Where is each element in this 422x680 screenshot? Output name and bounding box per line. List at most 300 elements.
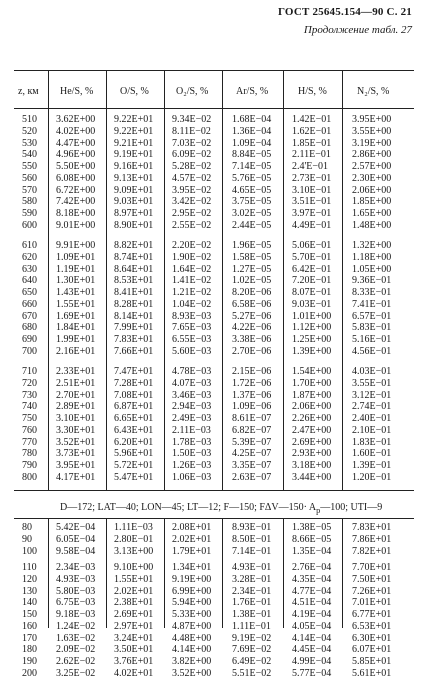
n2-cell: 5.16E−01 (352, 334, 392, 345)
o-cell: 8.90E+01 (114, 219, 154, 231)
he-cell: 5.50E+00 (56, 161, 96, 172)
h-cell: 4.19E−04 (292, 609, 332, 620)
ar-cell: 7.14E−01 (232, 545, 272, 557)
o2-cell: 2.02E+01 (172, 533, 212, 545)
table-row (0, 437, 422, 449)
o2-cell: 1.21E−02 (172, 287, 212, 298)
ar-cell: 1.09E−06 (232, 401, 272, 413)
o-cell: 2.38E+01 (114, 597, 154, 609)
conditions-tail: —100; UTI—9 (320, 502, 383, 513)
ar-cell: 8.50E−01 (232, 533, 272, 545)
o-cell: 9.10E+00 (114, 562, 154, 573)
he-cell: 1.09E+01 (56, 251, 96, 263)
he-cell: 7.42E+00 (56, 196, 96, 208)
table-row (0, 472, 422, 484)
n2-cell: 2.10E−01 (352, 424, 392, 436)
altitude-cell: 770 (22, 436, 37, 448)
n2-cell: 1.85E+00 (352, 196, 392, 208)
n2-cell: 7.83E+01 (352, 522, 392, 533)
table-row (0, 299, 422, 311)
ar-cell: 3.75E−05 (232, 196, 272, 208)
o-cell: 9.22E+01 (114, 114, 154, 125)
altitude-cell: 670 (22, 310, 37, 322)
o2-cell: 4.48E+00 (172, 632, 212, 644)
o2-cell: 7.03E−02 (172, 137, 212, 149)
n2-cell: 6.30E+01 (352, 632, 392, 644)
altitude-cell: 740 (22, 401, 37, 413)
o-cell: 8.64E+01 (114, 263, 154, 275)
altitude-cell: 130 (22, 585, 37, 597)
table-row (0, 275, 422, 287)
n2-cell: 1.39E−01 (352, 460, 392, 471)
ar-cell: 1.38E−01 (232, 609, 272, 620)
he-cell: 4.17E+01 (56, 471, 96, 483)
ar-cell: 8.93E−01 (232, 522, 272, 533)
conditions-line (60, 502, 382, 515)
o2-cell: 5.28E−02 (172, 161, 212, 172)
table-continuation-label: Продолжение табл. 27 (303, 24, 412, 36)
altitude-cell: 620 (22, 251, 37, 263)
table-row (0, 149, 422, 161)
o2-cell: 6.99E+00 (172, 585, 212, 597)
o2-cell: 1.26E−03 (172, 460, 212, 471)
n2-cell: 3.19E+00 (352, 137, 392, 149)
ar-cell: 1.68E−04 (232, 114, 272, 125)
altitude-cell: 180 (22, 644, 37, 656)
table-row (0, 644, 422, 656)
o-cell: 3.24E+01 (114, 632, 154, 644)
o2-cell: 8.93E−03 (172, 310, 212, 322)
he-cell: 4.02E+00 (56, 125, 96, 137)
n2-cell: 7.70E+01 (352, 562, 392, 573)
ar-cell: 5.39E−07 (232, 436, 272, 448)
ar-cell: 1.37E−06 (232, 389, 272, 401)
ar-cell: 2.44E−05 (232, 219, 272, 231)
he-cell: 2.62E−02 (56, 656, 96, 667)
ar-cell: 4.65E−05 (232, 184, 272, 196)
he-cell: 3.62E+00 (56, 114, 96, 125)
n2-cell: 7.01E+01 (352, 597, 392, 609)
altitude-cell: 760 (22, 424, 37, 436)
n2-cell: 6.53E+01 (352, 620, 392, 632)
o-cell: 8.41E+01 (114, 287, 154, 298)
h-cell: 3.44E+00 (292, 471, 332, 483)
h-cell: 9.03E−01 (292, 298, 332, 310)
o2-cell: 3.42E−02 (172, 196, 212, 208)
n2-cell: 2.30E+00 (352, 172, 392, 184)
n2-cell: 7.41E−01 (352, 298, 392, 310)
table-row (0, 126, 422, 138)
o-cell: 8.82E+01 (114, 240, 154, 251)
table-block-5 (0, 562, 422, 680)
h-cell: 4.35E−04 (292, 573, 332, 585)
altitude-cell: 660 (22, 298, 37, 310)
he-cell: 9.01E+00 (56, 219, 96, 231)
o-cell: 9.22E+01 (114, 125, 154, 137)
o-cell: 8.74E+01 (114, 251, 154, 263)
o2-cell: 1.90E−02 (172, 251, 212, 263)
he-cell: 1.24E−02 (56, 620, 96, 632)
altitude-cell: 680 (22, 322, 37, 334)
altitude-cell: 80 (22, 522, 32, 533)
o2-cell: 3.46E−03 (172, 389, 212, 401)
ar-cell: 1.11E−01 (232, 620, 271, 632)
he-cell: 2.70E+01 (56, 389, 96, 401)
o-cell: 8.28E+01 (114, 298, 154, 310)
he-cell: 2.89E+01 (56, 401, 96, 413)
table-top-rule (14, 70, 414, 71)
ar-cell: 1.72E−06 (232, 377, 272, 389)
conditions-text: D—172; LAT—40; LON—45; LT—12; F—150; FΔV—150· A (60, 502, 317, 513)
he-cell: 1.69E+01 (56, 310, 96, 322)
altitude-cell: 560 (22, 172, 37, 184)
h-cell: 2.11E−01 (292, 149, 331, 161)
o2-cell: 4.07E−03 (172, 377, 212, 389)
o2-cell: 1.78E−03 (172, 436, 212, 448)
h-cell: 8.66E−05 (292, 533, 332, 545)
ar-cell: 1.96E−05 (232, 240, 272, 251)
o2-cell: 1.79E+01 (172, 545, 212, 557)
o2-cell: 3.52E+00 (172, 667, 212, 679)
he-cell: 2.51E+01 (56, 377, 96, 389)
table-row (0, 668, 422, 680)
h-cell: 7.20E−01 (292, 275, 332, 287)
he-cell: 3.73E+01 (56, 448, 96, 460)
table-row (0, 138, 422, 150)
table-row (0, 413, 422, 425)
o-cell: 9.13E+01 (114, 172, 154, 184)
o2-cell: 6.55E−03 (172, 334, 212, 345)
n2-cell: 2.74E−01 (352, 401, 392, 413)
h-cell: 4.14E−04 (292, 632, 332, 644)
table-row (0, 562, 422, 574)
o-cell: 7.47E+01 (114, 366, 154, 377)
table-row (0, 346, 422, 358)
o2-cell: 3.82E+00 (172, 656, 212, 667)
h-cell: 1.54E+00 (292, 366, 332, 377)
n2-cell: 2.40E−01 (352, 413, 392, 424)
he-cell: 8.18E+00 (56, 208, 96, 219)
n2-cell: 1.65E+00 (352, 208, 392, 219)
altitude-cell: 160 (22, 620, 37, 632)
table-row (0, 287, 422, 299)
altitude-cell: 110 (22, 562, 37, 573)
ar-cell: 3.35E−07 (232, 460, 272, 471)
o2-cell: 7.65E−03 (172, 322, 212, 334)
table-row (0, 633, 422, 645)
o2-cell: 9.19E+00 (172, 573, 212, 585)
altitude-cell: 550 (22, 161, 37, 172)
n2-cell: 1.05E+00 (352, 263, 392, 275)
altitude-cell: 570 (22, 184, 37, 196)
table-row (0, 208, 422, 220)
h-cell: 3.97E−01 (292, 208, 332, 219)
he-cell: 3.30E+01 (56, 424, 96, 436)
table-block-2 (0, 240, 422, 358)
h-cell: 4.45E−04 (292, 644, 332, 656)
table-row (0, 378, 422, 390)
h-cell: 8.07E−01 (292, 287, 332, 298)
o-cell: 6.20E+01 (114, 436, 154, 448)
ar-cell: 3.28E−01 (232, 573, 272, 585)
altitude-cell: 600 (22, 219, 37, 231)
ar-cell: 1.36E−04 (232, 125, 272, 137)
h-cell: 2.47E+00 (292, 424, 332, 436)
ar-cell: 4.25E−07 (232, 448, 272, 460)
n2-cell: 3.55E+00 (352, 125, 392, 137)
o2-cell: 2.08E+01 (172, 522, 212, 533)
o2-cell: 5.94E+00 (172, 597, 212, 609)
h-cell: 2.26E+00 (292, 413, 332, 424)
o-cell: 9.03E+01 (114, 196, 154, 208)
h-cell: 1.01E+00 (292, 310, 332, 322)
o-cell: 1.11E−03 (114, 522, 153, 533)
ar-cell: 5.76E−05 (232, 172, 272, 184)
ar-cell: 6.49E−02 (232, 656, 272, 667)
o-cell: 9.16E+01 (114, 161, 154, 172)
ar-cell: 2.63E−07 (232, 471, 272, 483)
he-cell: 2.16E+01 (56, 345, 96, 357)
o2-cell: 1.04E−02 (172, 298, 212, 310)
h-cell: 5.70E−01 (292, 251, 332, 263)
ar-cell: 4.22E−06 (232, 322, 272, 334)
o-cell: 6.65E+01 (114, 413, 154, 424)
altitude-cell: 190 (22, 656, 37, 667)
he-cell: 9.91E+00 (56, 240, 96, 251)
altitude-cell: 90 (22, 533, 32, 545)
n2-cell: 6.57E−01 (352, 310, 392, 322)
ar-cell: 5.27E−06 (232, 310, 272, 322)
he-cell: 6.08E+00 (56, 172, 96, 184)
he-cell: 2.09E−02 (56, 644, 96, 656)
conditions-subscript: p (316, 506, 321, 515)
ar-cell: 3.02E−05 (232, 208, 272, 219)
table-row (0, 425, 422, 437)
table-row (0, 311, 422, 323)
o-cell: 7.66E+01 (114, 345, 154, 357)
o-cell: 6.87E+01 (114, 401, 154, 413)
n2-cell: 3.55E−01 (352, 377, 392, 389)
table-block-1 (0, 114, 422, 232)
he-cell: 2.33E+01 (56, 366, 96, 377)
altitude-cell: 540 (22, 149, 37, 161)
table-row (0, 621, 422, 633)
he-cell: 4.93E−03 (56, 573, 96, 585)
table-row (0, 264, 422, 276)
n2-cell: 7.82E+01 (352, 545, 392, 557)
h-cell: 4.51E−04 (292, 597, 332, 609)
n2-cell: 7.26E+01 (352, 585, 392, 597)
he-cell: 1.43E+01 (56, 287, 96, 298)
h-cell: 4.49E−01 (292, 219, 332, 231)
o2-cell: 9.34E−02 (172, 114, 212, 125)
table-block-3 (0, 366, 422, 484)
h-cell: 3.51E−01 (292, 196, 332, 208)
table-row (0, 534, 422, 546)
n2-cell: 2.57E+00 (352, 161, 392, 172)
he-cell: 2.34E−03 (56, 562, 96, 573)
altitude-cell: 730 (22, 389, 37, 401)
altitude-cell: 720 (22, 377, 37, 389)
altitude-cell: 200 (22, 667, 37, 679)
table-row (0, 574, 422, 586)
o2-cell: 5.33E+00 (172, 609, 212, 620)
o-cell: 2.69E+01 (114, 609, 154, 620)
o2-cell: 2.95E−02 (172, 208, 212, 219)
ar-cell: 8.84E−05 (232, 149, 272, 161)
h-cell: 3.10E−01 (292, 184, 332, 196)
o2-cell: 1.64E−02 (172, 263, 212, 275)
column-header-o2: O₂/S, % (176, 86, 209, 97)
o-cell: 2.80E−01 (114, 533, 154, 545)
altitude-cell: 170 (22, 632, 37, 644)
o-cell: 2.97E+01 (114, 620, 154, 632)
ar-cell: 1.09E−04 (232, 137, 272, 149)
table-row (0, 240, 422, 252)
o2-cell: 1.41E−02 (172, 275, 212, 287)
n2-cell: 1.32E+00 (352, 240, 392, 251)
table-row (0, 334, 422, 346)
altitude-cell: 510 (22, 114, 37, 125)
altitude-cell: 120 (22, 573, 37, 585)
altitude-cell: 690 (22, 334, 37, 345)
o-cell: 3.13E+00 (114, 545, 154, 557)
n2-cell: 5.83E−01 (352, 322, 392, 334)
altitude-cell: 590 (22, 208, 37, 219)
o-cell: 5.47E+01 (114, 471, 154, 483)
h-cell: 2.69E+00 (292, 436, 332, 448)
column-header-he: He/S, % (60, 86, 94, 97)
ar-cell: 6.58E−06 (232, 298, 272, 310)
o-cell: 9.21E+01 (114, 137, 154, 149)
o-cell: 7.99E+01 (114, 322, 154, 334)
altitude-cell: 610 (22, 240, 37, 251)
h-cell: 5.77E−04 (292, 667, 332, 679)
table-row (0, 522, 422, 534)
table-row (0, 448, 422, 460)
he-cell: 1.99E+01 (56, 334, 96, 345)
table-row (0, 586, 422, 598)
h-cell: 1.62E−01 (292, 125, 332, 137)
altitude-cell: 530 (22, 137, 37, 149)
table-row (0, 220, 422, 232)
o2-cell: 5.60E−03 (172, 345, 212, 357)
o-cell: 8.14E+01 (114, 310, 154, 322)
altitude-cell: 520 (22, 125, 37, 137)
n2-cell: 5.61E+01 (352, 667, 392, 679)
ar-cell: 8.61E−07 (232, 413, 272, 424)
n2-cell: 3.12E−01 (352, 389, 392, 401)
h-cell: 1.87E+00 (292, 389, 332, 401)
h-cell: 1.25E+00 (292, 334, 332, 345)
o2-cell: 8.11E−02 (172, 125, 211, 137)
o2-cell: 6.09E−02 (172, 149, 212, 161)
o-cell: 6.43E+01 (114, 424, 154, 436)
he-cell: 1.19E+01 (56, 263, 96, 275)
altitude-cell: 790 (22, 460, 37, 471)
table-row (0, 366, 422, 378)
he-cell: 6.05E−04 (56, 533, 96, 545)
table-row (0, 161, 422, 173)
o2-cell: 4.78E−03 (172, 366, 212, 377)
table-block-4 (0, 522, 422, 557)
n2-cell: 6.77E+01 (352, 609, 392, 620)
table-row (0, 597, 422, 609)
n2-cell: 1.48E+00 (352, 219, 392, 231)
table-row (0, 609, 422, 621)
ar-cell: 2.34E−01 (232, 585, 272, 597)
altitude-cell: 800 (22, 471, 37, 483)
table-row (0, 390, 422, 402)
ar-cell: 2.70E−06 (232, 345, 272, 357)
ar-cell: 9.19E−02 (232, 632, 272, 644)
he-cell: 3.95E+01 (56, 460, 96, 471)
o-cell: 3.76E+01 (114, 656, 154, 667)
n2-cell: 5.85E+01 (352, 656, 392, 667)
h-cell: 2.4'E−01 (292, 161, 329, 172)
n2-cell: 7.50E+01 (352, 573, 392, 585)
n2-cell: 3.95E+00 (352, 114, 392, 125)
column-header-ar: Ar/S, % (236, 86, 269, 97)
o2-cell: 4.57E−02 (172, 172, 212, 184)
table-row (0, 196, 422, 208)
h-cell: 1.39E+00 (292, 345, 332, 357)
altitude-cell: 650 (22, 287, 37, 298)
o-cell: 5.96E+01 (114, 448, 154, 460)
ar-cell: 1.58E−05 (232, 251, 272, 263)
o2-cell: 2.55E−02 (172, 219, 212, 231)
o2-cell: 3.95E−02 (172, 184, 212, 196)
o-cell: 4.02E+01 (114, 667, 154, 679)
h-cell: 2.76E−04 (292, 562, 332, 573)
he-cell: 9.58E−04 (56, 545, 96, 557)
n2-cell: 1.20E−01 (352, 471, 392, 483)
o2-cell: 1.06E−03 (172, 471, 212, 483)
h-cell: 1.42E−01 (292, 114, 332, 125)
he-cell: 3.25E−02 (56, 667, 96, 679)
o2-cell: 1.50E−03 (172, 448, 212, 460)
o2-cell: 2.94E−03 (172, 401, 212, 413)
n2-cell: 2.06E+00 (352, 184, 392, 196)
h-cell: 4.99E−04 (292, 656, 332, 667)
column-header-altitude: z, км (18, 86, 39, 97)
o-cell: 9.19E+01 (114, 149, 154, 161)
h-cell: 4.05E−04 (292, 620, 332, 632)
o-cell: 7.83E+01 (114, 334, 154, 345)
altitude-cell: 630 (22, 263, 37, 275)
ar-cell: 8.20E−06 (232, 287, 272, 298)
altitude-cell: 640 (22, 275, 37, 287)
he-cell: 3.52E+01 (56, 436, 96, 448)
h-cell: 2.73E−01 (292, 172, 332, 184)
h-cell: 6.42E−01 (292, 263, 332, 275)
o2-cell: 2.49E−03 (172, 413, 212, 424)
altitude-cell: 780 (22, 448, 37, 460)
o-cell: 7.28E+01 (114, 377, 154, 389)
n2-cell: 1.60E−01 (352, 448, 392, 460)
ar-cell: 1.76E−01 (232, 597, 272, 609)
o2-cell: 2.11E−03 (172, 424, 211, 436)
he-cell: 1.63E−02 (56, 632, 96, 644)
page-header-standard: ГОСТ 25645.154—90 С. 21 (278, 6, 412, 18)
he-cell: 9.18E−03 (56, 609, 96, 620)
column-header-n2: N₂/S, % (357, 86, 390, 97)
n2-cell: 9.36E−01 (352, 275, 392, 287)
n2-cell: 6.07E+01 (352, 644, 392, 656)
column-header-o: O/S, % (120, 86, 149, 97)
altitude-cell: 580 (22, 196, 37, 208)
o-cell: 7.08E+01 (114, 389, 154, 401)
